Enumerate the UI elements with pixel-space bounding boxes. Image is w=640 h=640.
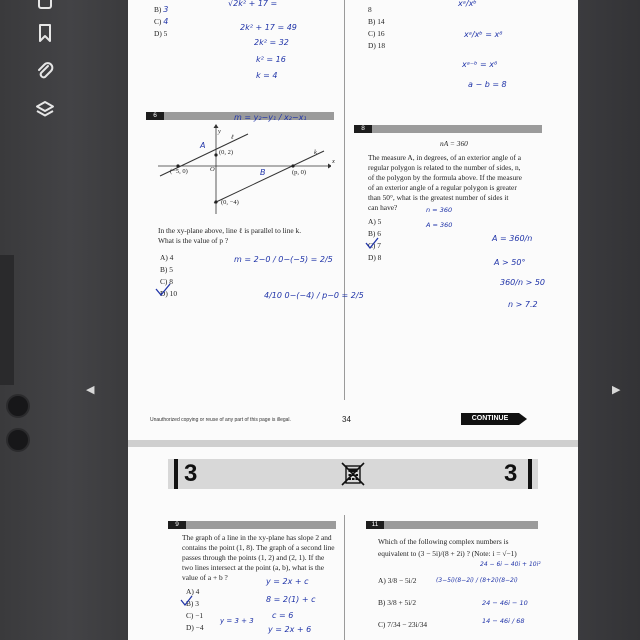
answer-choice[interactable]: B) 3/8 + 5i/2 (378, 598, 417, 607)
q8-stem: of the polygon by the formula above. If the measure (368, 173, 522, 182)
q11-stem: Which of the following complex numbers is (378, 537, 509, 546)
q5-choice-b: B) 3 (154, 5, 169, 14)
graph-label: (0, 2) (219, 149, 234, 156)
handwriting-note: y = 2x + 6 (268, 625, 312, 634)
graph-label: (p, 0) (292, 169, 307, 176)
q9-stem: passes through the points (1, 2) and (2, 1). If the (182, 553, 325, 562)
answer-choice[interactable]: A) 4 (160, 253, 174, 262)
graph-label: ℓ (231, 134, 234, 141)
q8-formula: nA = 360 (440, 139, 468, 148)
answer-choice[interactable]: C) −1 (186, 611, 204, 620)
section-bar (528, 459, 532, 489)
attachment-icon[interactable] (34, 60, 56, 82)
q11-stem: equivalent to (3 − 5i)/(8 + 2i) ? (Note: i = √−1) (378, 549, 517, 558)
camera-lens-icon (6, 394, 30, 418)
q9-stem: The graph of a line in the xy-plane has slope 2 and (182, 533, 332, 542)
q9-stem: contains the point (1, 8). The graph of a second line (182, 543, 335, 552)
graph-label: O (210, 166, 215, 173)
q9-stem: value of a + b ? (182, 573, 228, 582)
right-bezel (578, 0, 640, 640)
q6-stem: What is the value of p ? (158, 236, 229, 245)
handwriting-note: xᵃ⁻ᵇ = x⁸ (462, 60, 498, 69)
no-calculator-icon (340, 461, 366, 487)
question-number: 11 (366, 521, 384, 529)
graph-label: y (218, 128, 221, 135)
graph-label: (0, −4) (221, 199, 239, 206)
answer-choice[interactable]: D) 8 (368, 253, 382, 262)
page-gap (128, 440, 578, 447)
handwriting-note: 24 − 6i − 40i + 10i² (480, 561, 541, 568)
question-number: 9 (168, 521, 186, 529)
handwriting-note: c = 6 (272, 611, 294, 620)
handwriting-note: y = 3 + 3 (220, 617, 254, 625)
prev-page-arrow-icon[interactable]: ◀ (86, 383, 95, 396)
bookmark-icon[interactable] (34, 22, 56, 44)
grid-icon[interactable] (34, 0, 56, 16)
answer-choice[interactable]: C) 8 (160, 277, 173, 286)
handwriting-note: 2k² + 17 = 49 (240, 23, 297, 32)
continue-button[interactable]: CONTINUE (461, 413, 519, 425)
handwriting-note: a − b = 8 (468, 80, 507, 89)
question-number: 8 (354, 125, 372, 133)
graph-label: x (332, 158, 335, 165)
bezel-edge (0, 255, 14, 385)
handwriting-note: A (200, 141, 206, 150)
exam-page-35 (128, 447, 578, 640)
section-number: 3 (504, 460, 518, 487)
answer-choice[interactable]: D) −4 (186, 623, 204, 632)
layers-icon[interactable] (34, 98, 56, 120)
handwriting-note: m = y₂−y₁ / x₂−x₁ (234, 113, 307, 122)
footer-copyright: Unauthorized copying or reuse of any part of this page is illegal. (150, 417, 291, 423)
handwriting-note: k = 4 (256, 71, 278, 80)
handwriting-note: 360/n > 50 (500, 278, 546, 287)
q7-choice-c: C) 16 (368, 29, 385, 38)
q8-stem: of an exterior angle of a regular polygon is greater (368, 183, 517, 192)
handwriting-note: xᵃ/xᵇ = x⁸ (464, 30, 503, 39)
answer-choice[interactable]: A) 3/8 − 5i/2 (378, 576, 417, 585)
question-header-bar (168, 521, 336, 529)
question-header-bar (366, 521, 538, 529)
handwriting-note: A = 360 (426, 221, 453, 229)
handwriting-note: y = 2x + c (266, 577, 309, 586)
handwriting-note: k² = 16 (256, 55, 286, 64)
answer-choice[interactable]: D) 10 (160, 289, 178, 298)
question-number: 6 (146, 112, 164, 120)
q8-stem: regular polygon is related to the number of sides, n, (368, 163, 521, 172)
q7-choice-a: 8 (368, 5, 372, 14)
section-number: 3 (184, 460, 198, 487)
next-page-arrow-icon[interactable]: ▶ (612, 383, 621, 396)
handwriting-note: 2k² = 32 (254, 38, 289, 47)
column-divider (344, 0, 345, 400)
column-divider (344, 515, 345, 640)
q7-choice-d: D) 18 (368, 41, 386, 50)
handwriting-note: √2k² + 17 = (228, 0, 278, 8)
answer-choice[interactable]: C) 7 (368, 241, 381, 250)
handwriting-note: xᵃ/xᵇ (458, 0, 477, 8)
handwriting-note: (3−5i)(8−2i) / (8+2i)(8−2i) (436, 577, 518, 584)
left-bezel (0, 0, 128, 640)
exam-page-34 (128, 0, 578, 440)
handwriting-note: 4/10 0−(−4) / p−0 = 2/5 (264, 291, 364, 300)
handwriting-note: A > 50° (494, 258, 526, 267)
answer-choice[interactable]: B) 3 (186, 599, 199, 608)
handwriting-note: 14 − 46i / 68 (482, 617, 525, 625)
handwriting-note: m = 2−0 / 0−(−5) = 2/5 (234, 255, 333, 264)
page-number: 34 (342, 415, 351, 424)
answer-choice[interactable]: B) 6 (368, 229, 381, 238)
handwriting-note: B (260, 168, 266, 177)
answer-choice[interactable]: B) 5 (160, 265, 173, 274)
checkmark-icon (364, 236, 380, 250)
handwriting-note: 8 = 2(1) + c (266, 595, 316, 604)
q8-stem: than 50°, what is the greatest number of sides it (368, 193, 509, 202)
q7-choice-b: B) 14 (368, 17, 385, 26)
q5-choice-c: C) 4 (154, 17, 169, 26)
question-header-bar (354, 125, 542, 133)
graph-label: k (314, 149, 317, 156)
answer-choice[interactable]: A) 5 (368, 217, 382, 226)
handwriting-note: n > 7.2 (508, 300, 538, 309)
q5-choice-d: D) 5 (154, 29, 168, 38)
side-toolbar (28, 0, 62, 640)
q8-stem: can have? (368, 203, 398, 212)
handwriting-note: 24 − 46i − 10 (482, 599, 528, 607)
graph-label: (−5, 0) (170, 168, 188, 175)
section-bar (174, 459, 178, 489)
camera-lens-icon (6, 428, 30, 452)
answer-choice[interactable]: C) 7/34 − 23i/34 (378, 620, 428, 629)
handwriting-note: A = 360/n (492, 234, 533, 243)
checkmark-icon (154, 283, 172, 297)
q9-stem: two lines intersect at the point (a, b), what is the (182, 563, 325, 572)
q6-stem: In the xy-plane above, line ℓ is parallel to line k. (158, 226, 302, 235)
answer-choice[interactable]: A) 4 (186, 587, 200, 596)
checkmark-icon (180, 595, 194, 607)
handwriting-note: n = 360 (426, 206, 453, 214)
q8-stem: The measure A, in degrees, of an exterior angle of a (368, 153, 522, 162)
